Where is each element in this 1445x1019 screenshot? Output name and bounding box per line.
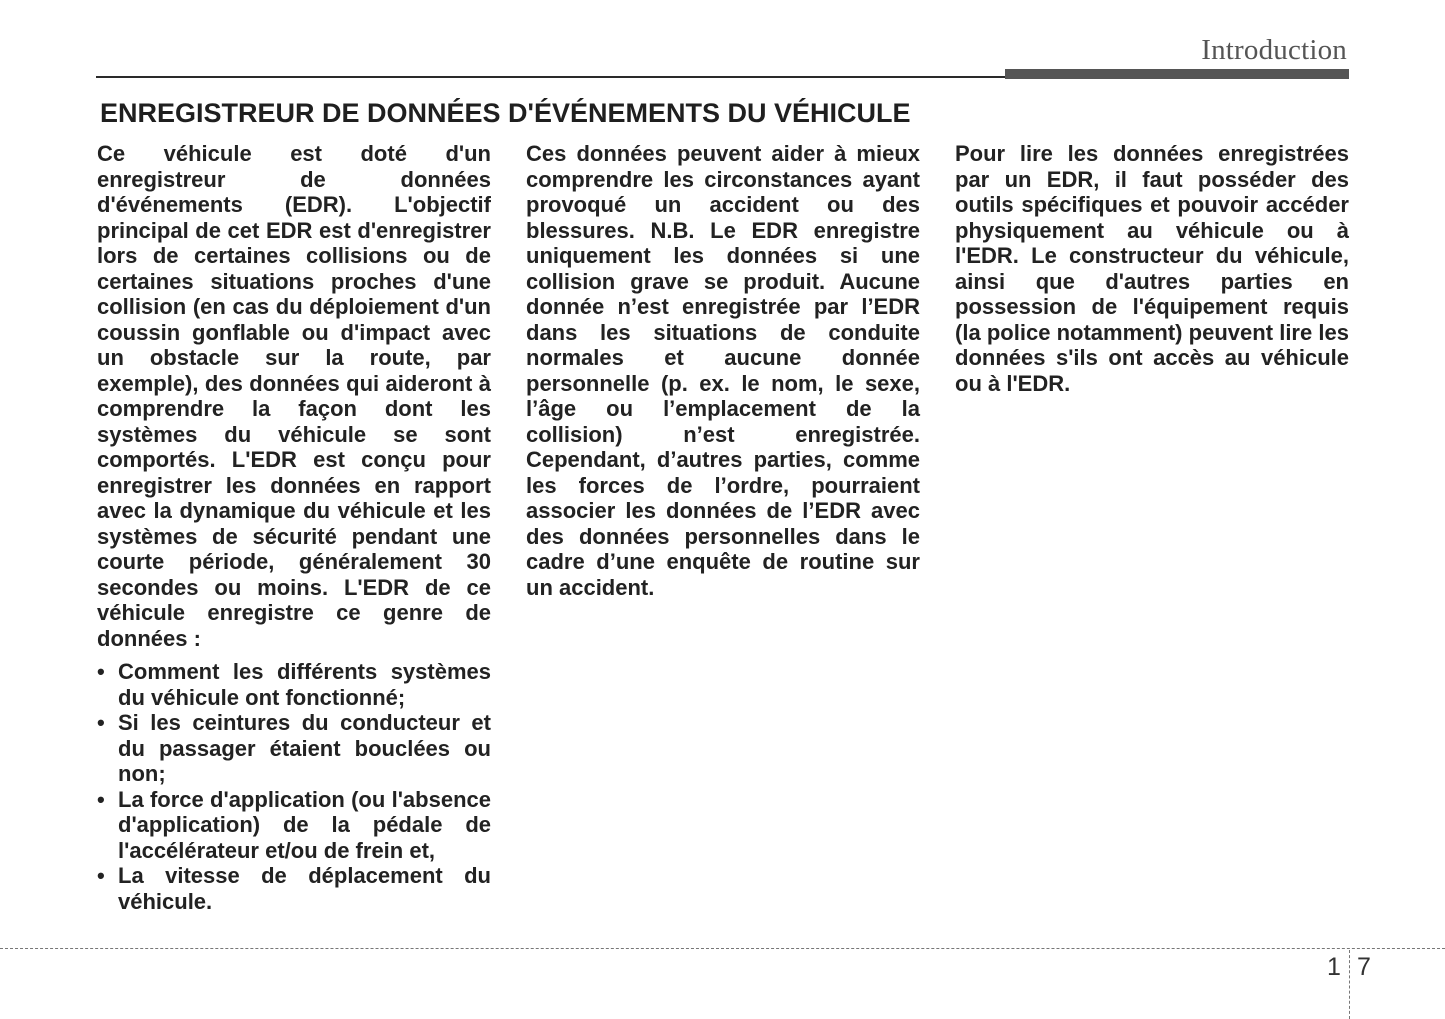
list-item-text: La force d'application (ou l'absence d'application) de la pédale de l'accélérateur et/ou de frein et, [118, 786, 491, 863]
page-title: ENREGISTREUR DE DONNÉES D'ÉVÉNEMENTS DU VÉHICULE [100, 98, 911, 128]
bullet-icon: • [97, 786, 105, 812]
list-item [97, 659, 491, 710]
chapter-number: 1 [1327, 953, 1341, 981]
bullet-icon: • [97, 710, 105, 735]
header-section-title: Introduction [1201, 34, 1347, 66]
footer-divider [0, 948, 1445, 949]
header-rule [96, 76, 1006, 78]
list-item [97, 710, 491, 787]
list-item [97, 863, 491, 914]
list-item-text: Si les ceintures du conducteur et du passager étaient bouclées ou non; [118, 710, 491, 786]
intro-paragraph: Ce véhicule est doté d'un enregistreur de données d'événements (EDR). L'objectif principal de cet EDR est d'enregistrer lors de certaines collisions ou de certaines situations proches d'une collision (en cas du déploiement d'un coussin gonflable ou d'impact avec un obstacle sur la route, par exemple), des données qui aideront à comprendre la façon dont les systèmes du véhicule se sont comportés. L'EDR est conçu pour enregistrer les données en rapport avec la dynamique du véhicule et les systèmes de sécurité pendant une courte période, généralement 30 secondes ou moins. L'EDR de ce véhicule enregistre ce genre de données : [97, 141, 491, 651]
paragraph: Ces données peuvent aider à mieux comprendre les circonstances ayant provoqué un accident ou des blessures. N.B. Le EDR enregistre uniquement les données si une collision grave se produit. Aucune donnée n’est enregistrée par l’EDR dans les situations de conduite normales et aucune donnée personnelle (p. ex. le nom, le sexe, l’âge ou l’emplacement de la collision) n’est enregistrée. Cependant, d’autres parties, comme les forces de l’ordre, pourraient associer les données de l’EDR avec des données personnelles dans le cadre d’une enquête de routine sur un accident. [526, 141, 920, 600]
header-rule-accent [1005, 69, 1349, 79]
page-number: 7 [1357, 953, 1371, 981]
bullet-icon: • [97, 863, 105, 888]
edr-data-list [97, 659, 491, 914]
bullet-icon: • [97, 659, 105, 684]
column-2 [526, 141, 920, 600]
list-item [97, 787, 491, 864]
column-1 [97, 141, 491, 914]
list-item-text: La vitesse de déplacement du véhicule. [118, 863, 491, 914]
page-number-divider [1349, 950, 1350, 1019]
paragraph: Pour lire les données enregistrées par un EDR, il faut posséder des outils spécifiques et pouvoir accéder physiquement au véhicule ou à l'EDR. Le constructeur du véhicule, ainsi que d'autres parties en possession de l'équipement requis (la police notamment) peuvent lire les données s'ils ont accès au véhicule ou à l'EDR. [955, 141, 1349, 396]
list-item-text: Comment les différents systèmes du véhicule ont fonctionné; [118, 659, 491, 710]
column-3 [955, 141, 1349, 396]
